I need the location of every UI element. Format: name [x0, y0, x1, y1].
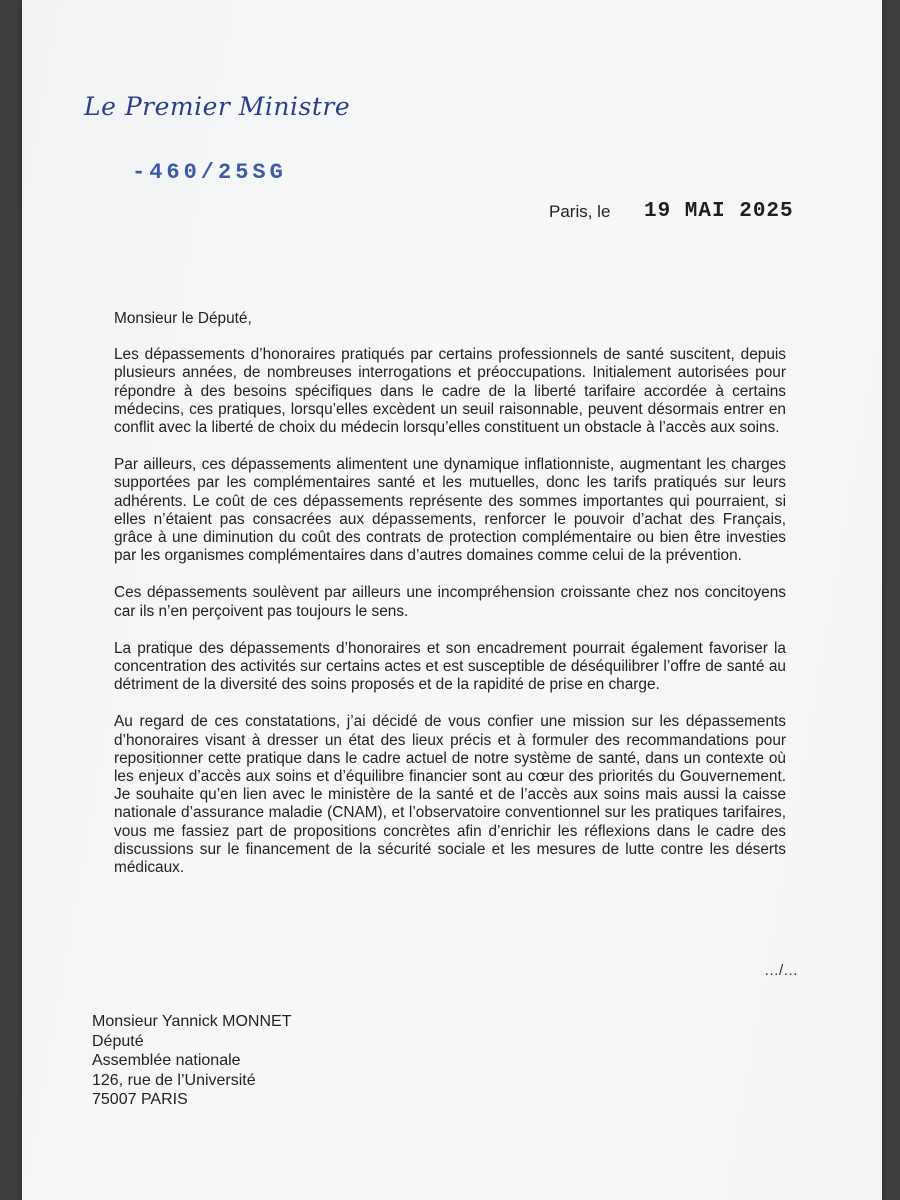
letter-page: [22, 0, 882, 1200]
letter-body: [114, 310, 786, 896]
paragraph: Les dépassements d’honoraires pratiqués par certains professionnels de santé suscitent, depuis plusieurs années, de nombreuses interrogations et préoccupations. Initialement autorisées pour répondre à des besoins spécifiques dans le cadre de la liberté tarifaire accordée à certains médecins, ces pratiques, lorsqu’elles excèdent un seuil raisonnable, peuvent désormais entrer en conflit avec la liberté de choix du médecin lorsqu’elles constituent un obstacle à l’accès aux soins.: [114, 346, 786, 437]
address-line: Assemblée nationale: [92, 1052, 241, 1069]
paragraph: La pratique des dépassements d’honoraires et son encadrement pourrait également favoriser la concentration des activités sur certains actes et est susceptible de déséquilibrer l’offre de santé au détriment de la diversité des soins proposés et de la rapidité de prise en charge.: [114, 639, 786, 694]
address-line: 75007 PARIS: [92, 1091, 188, 1108]
paragraph: Ces dépassements soulèvent par ailleurs une incompréhension croissante chez nos concitoyens car ils n’en perçoivent pas toujours le sens.: [114, 584, 786, 620]
address-line: Député: [92, 1032, 144, 1050]
reference-stamp: -460/25SG: [132, 160, 287, 185]
continuation-mark: …/…: [764, 962, 799, 979]
recipient-address: [92, 1012, 291, 1110]
date-place: Paris, le: [549, 202, 611, 221]
address-line: 126, rue de l’Université: [92, 1071, 256, 1089]
letterhead-title: Le Premier Ministre: [84, 92, 351, 121]
paragraph: Au regard de ces constatations, j’ai décidé de vous confier une mission sur les dépassements d’honoraires visant à dresser un état des lieux précis et à formuler des recommandations pour repositionner cette pratique dans le cadre actuel de notre système de santé, dans un contexte où les enjeux d’accès aux soins et d’équilibre financier sont au cœur des priorités du Gouvernement. Je souhaite qu’en lien avec le ministère de la santé et de l’accès aux soins mais aussi la caisse nationale d’assurance maladie (CNAM), et l’observatoire conventionnel sur les pratiques tarifaires, vous me fassiez part de propositions concrètes afin d’enrichir les réflexions dans le cadre des discussions sur le financement de la sécurité sociale et les mesures de lutte contre les déserts médicaux.: [114, 713, 786, 877]
date-stamp: 19 MAI 2025: [644, 200, 794, 223]
paragraph: Par ailleurs, ces dépassements alimentent une dynamique inflationniste, augmentant les charges supportées par les complémentaires santé et les mutuelles, donc les tarifs pratiqués sur leurs adhérents. Le coût de ces dépassements représente des sommes importantes qui pourraient, si elles n’étaient pas consacrées aux dépassements, renforcer le pouvoir d’achat des Français, grâce à une diminution du coût des contrats de protection complémentaire ou bien être investies par les organismes complémentaires dans d’autres domaines comme celui de la prévention.: [114, 456, 786, 565]
address-line: Monsieur Yannick MONNET: [92, 1013, 292, 1030]
salutation: Monsieur le Député,: [114, 310, 252, 327]
